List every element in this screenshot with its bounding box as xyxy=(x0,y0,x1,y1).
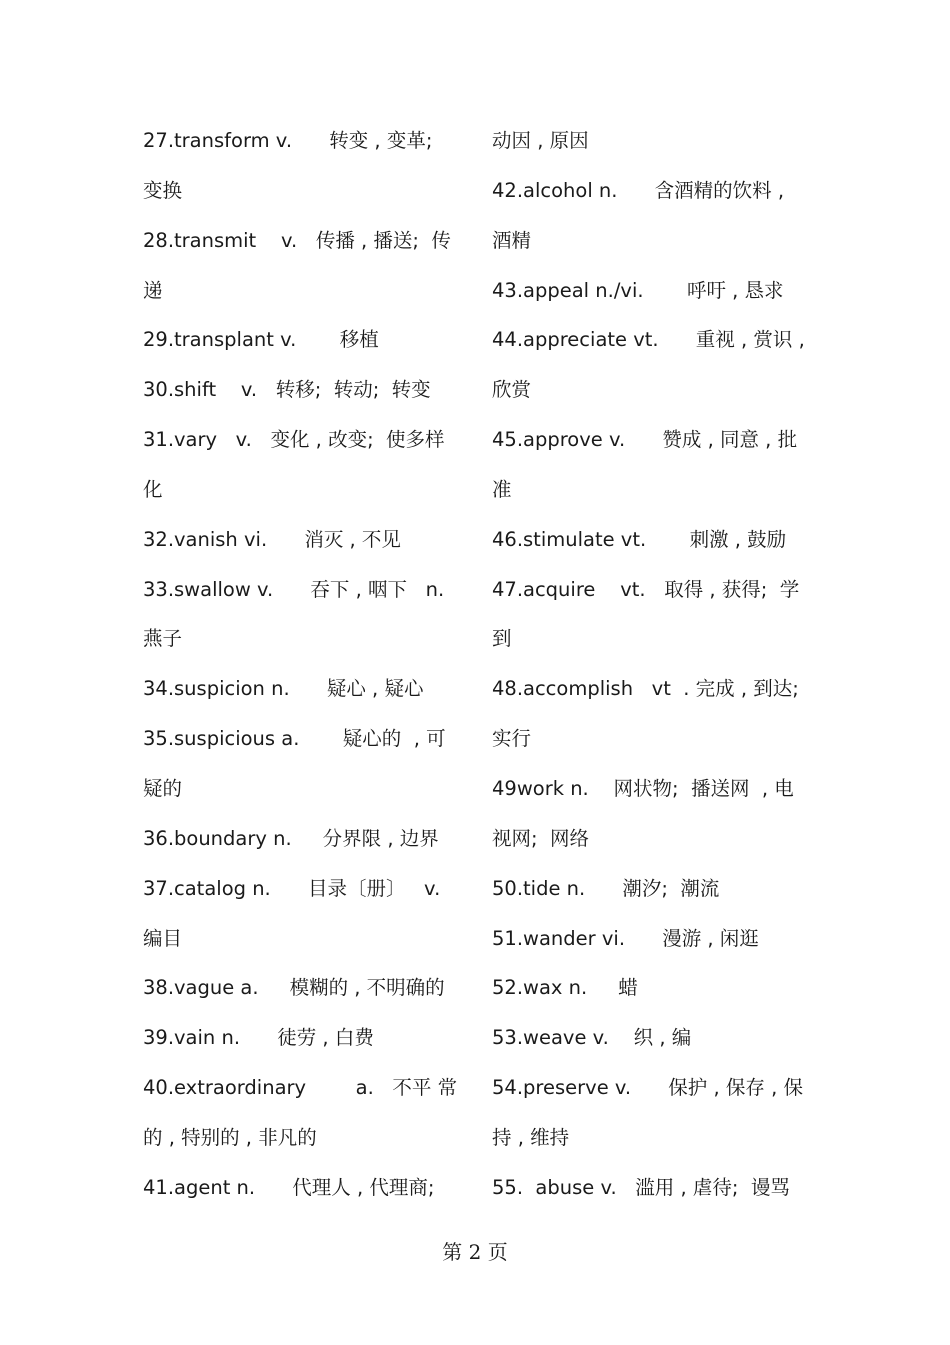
text-line: 50.tide n. 潮汐; 潮流 xyxy=(492,876,720,900)
text-line: 实行 xyxy=(492,727,532,751)
text-line: 40.extraordinary a. 不平 常 xyxy=(143,1076,458,1100)
text-line: 递 xyxy=(143,278,163,302)
vocabulary-column-right xyxy=(492,116,810,1213)
text-line: 29.transplant v. 移植 xyxy=(143,328,379,352)
text-line: 39.vain n. 徒劳 , 白费 xyxy=(143,1026,374,1050)
page-number: 第 2 页 xyxy=(442,1240,508,1264)
text-line: 43.appeal n./vi. 呼吁 , 恳求 xyxy=(492,278,784,302)
text-line: 化 xyxy=(143,477,163,501)
text-line: 41.agent n. 代理人 , 代理商; xyxy=(143,1175,435,1199)
text-line: 持 , 维持 xyxy=(492,1125,570,1149)
text-line: 33.swallow v. 吞下 , 咽下 n. xyxy=(143,577,445,601)
text-line: 31.vary v. 变化 , 改变; 使多样 xyxy=(143,428,445,452)
text-line: 酒精 xyxy=(492,228,532,252)
text-line: 变换 xyxy=(143,178,183,202)
text-line: 48.accomplish vt . 完成 , 到达; xyxy=(492,677,799,701)
text-line: 疑的 xyxy=(143,776,183,800)
text-line: 36.boundary n. 分界限 , 边界 xyxy=(143,826,439,850)
text-line: 35.suspicious a. 疑心的 , 可 xyxy=(143,727,446,751)
text-line: 的 , 特别的 , 非凡的 xyxy=(143,1125,317,1149)
text-line: 51.wander vi. 漫游 , 闲逛 xyxy=(492,926,759,950)
text-line: 动因 , 原因 xyxy=(492,129,589,152)
vocabulary-column-left xyxy=(143,116,458,1213)
text-line: 燕子 xyxy=(143,627,183,651)
text-line: 38.vague a. 模糊的 , 不明确的 xyxy=(143,976,445,1000)
text-line: 45.approve v. 赞成 , 同意 , 批 xyxy=(492,428,798,452)
text-line: 编目 xyxy=(143,926,183,950)
text-line: 42.alcohol n. 含酒精的饮料 , xyxy=(492,178,785,202)
text-line: 49work n. 网状物; 播送网 , 电 xyxy=(492,776,794,800)
text-line: 47.acquire vt. 取得 , 获得; 学 xyxy=(492,577,800,601)
text-line: 到 xyxy=(492,627,512,651)
text-line: 52.wax n. 蜡 xyxy=(492,976,638,1000)
text-line: 欣赏 xyxy=(492,378,532,402)
text-line: 32.vanish vi. 消灭 , 不见 xyxy=(143,527,401,551)
text-line: 44.appreciate vt. 重视 , 赏识 , xyxy=(492,328,805,352)
text-line: 28.transmit v. 传播 , 播送; 传 xyxy=(143,228,451,252)
text-line: 55. abuse v. 滥用 , 虐待; 谩骂 xyxy=(492,1175,790,1199)
text-line: 34.suspicion n. 疑心 , 疑心 xyxy=(143,677,424,701)
text-line: 46.stimulate vt. 刺激 , 鼓励 xyxy=(492,527,787,551)
text-line: 视网; 网络 xyxy=(492,826,589,850)
text-line: 37.catalog n. 目录〔册〕 v. xyxy=(143,876,441,900)
text-line: 54.preserve v. 保护 , 保存 , 保 xyxy=(492,1076,803,1100)
text-line: 30.shift v. 转移; 转动; 转变 xyxy=(143,378,431,402)
text-line: 53.weave v. 织 , 编 xyxy=(492,1026,692,1050)
text-line: 准 xyxy=(492,477,512,501)
text-line: 27.transform v. 转变 , 变革; xyxy=(143,129,433,152)
